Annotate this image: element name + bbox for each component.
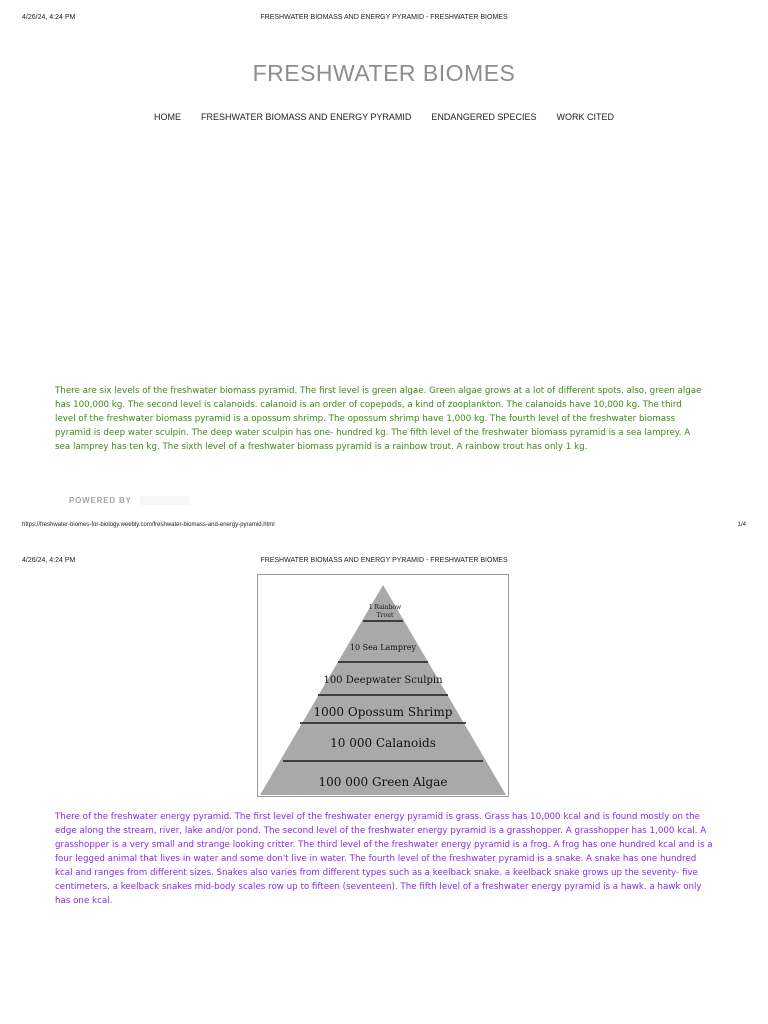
print-url: https://freshwater-biomes-for-biology.weebly.com/freshwater-biomass-and-energy-pyramid.html [22,522,275,528]
powered-by[interactable] [69,496,190,505]
pyramid-level-1-label-line2: Trout [376,612,394,619]
energy-paragraph: There of the freshwater energy pyramid. The first level of the freshwater energy pyramid is grass. Grass has 10,000 kcal and is found mostly on the edge along the stream, river, lake and/or pond. The second level of the freshwater energy pyramid is a grasshopper. A grasshopper has 1,000 kcal. A grasshopper is a very small and strange looking critter. The third level of the freshwater energy pyramid is a frog. A frog has one hundred kcal and is a four legged animal that lives in water and some don't live in water. The fourth level of the freshwater pyramid is a snake. A snake has one hundred kcal and ranges from different sizes. Snakes also varies from different types such as a keelback snake. a keelback snake grows up the seventy- five centimeters. a keelback snakes mid-body scales row up to fifteen (seventeen). The fifth level of a freshwater energy pyramid is a hawk. a hawk only has one kcal. [55,812,713,906]
pyramid-level-6-label: 100 000 Green Algae [318,775,448,789]
main-nav [0,112,768,122]
print-header-1 [22,12,746,22]
print-page-title: FRESHWATER BIOMASS AND ENERGY PYRAMID - FRESHWATER BIOMES [260,13,508,21]
print-header-2 [22,555,746,565]
pyramid-level-5-label: 10 000 Calanoids [330,736,436,750]
nav-home[interactable]: HOME [154,112,182,122]
site-title[interactable]: FRESHWATER BIOMES [252,60,516,86]
pyramid-level-1-label: 1 Rainbow [368,604,402,611]
pyramid-level-4-label: 1000 Opossum Shrimp [313,705,453,719]
biomass-paragraph: There are six levels of the freshwater biomass pyramid. The first level is green algae. Green algae grows at a lot of different spots. also, green algae has 100,000 kg. The second level is calanoids. calanoid is an order of copepods, a kind of zooplankton. The calanoids have 10,000 kg. The third level of the freshwater biomass pyramid is a opossum shrimp. The opossum shrimp have 1,000 kg. The fourth level of the freshwater biomass pyramid is deep water sculpin. The deep water sculpin has one- hundred kg. The fifth level of the freshwater biomass pyramid is a sea lamprey. A sea lamprey has ten kg. The sixth level of a freshwater biomass pyramid is a rainbow trout. A rainbow trout has only 1 kg. [55,386,702,452]
pyramid-level-2-label: 10 Sea Lamprey [349,643,417,652]
print-datetime: 4/26/24, 4:24 PM [22,556,76,564]
pyramid-level-3-label: 100 Deepwater Sculpin [323,675,443,686]
biomass-pyramid-image [257,574,509,797]
print-footer-1 [22,522,746,532]
powered-by-label: POWERED BY [69,496,132,505]
nav-endangered-species[interactable]: ENDANGERED SPECIES [431,112,537,122]
nav-work-cited[interactable]: WORK CITED [556,112,614,122]
print-page-title: FRESHWATER BIOMASS AND ENERGY PYRAMID - FRESHWATER BIOMES [260,556,508,564]
print-page-number: 1/4 [737,522,746,528]
weebly-logo [140,496,190,505]
print-datetime: 4/26/24, 4:24 PM [22,13,76,21]
nav-biomass-energy-pyramid[interactable]: FRESHWATER BIOMASS AND ENERGY PYRAMID [201,112,412,122]
biomass-pyramid-svg [258,575,508,796]
